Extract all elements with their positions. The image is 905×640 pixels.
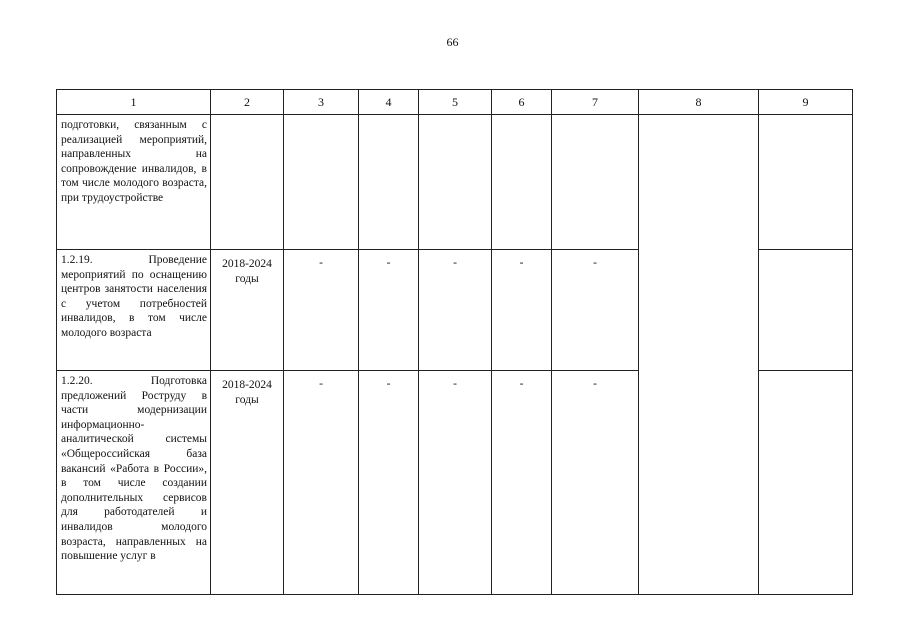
value-cell: - bbox=[284, 371, 359, 595]
column-header: 3 bbox=[284, 90, 359, 115]
page-number: 66 bbox=[446, 35, 459, 49]
value-cell: - bbox=[359, 371, 419, 595]
measure-description: подготовки, связанным с реализацией мероприятий, направленных на сопровождение инвалидов, в том числе молодого возраста, при трудоустройстве bbox=[57, 115, 211, 250]
column-header: 9 bbox=[759, 90, 853, 115]
value-cell bbox=[359, 115, 419, 250]
value-cell bbox=[419, 115, 492, 250]
merged-column-8-cell bbox=[639, 115, 759, 595]
column-header: 2 bbox=[211, 90, 284, 115]
value-cell: - bbox=[359, 250, 419, 371]
measure-description: 1.2.19. Проведение мероприятий по оснащению центров занятости населения с учетом потребностей инвалидов, в том числе молодого возраста bbox=[57, 250, 211, 371]
measure-period: 2018-2024 годы bbox=[211, 371, 284, 595]
value-cell bbox=[552, 115, 639, 250]
column-header: 7 bbox=[552, 90, 639, 115]
value-cell bbox=[492, 115, 552, 250]
table-row bbox=[57, 115, 853, 250]
column-header: 5 bbox=[419, 90, 492, 115]
table-header-row bbox=[57, 90, 853, 115]
value-cell: - bbox=[419, 250, 492, 371]
value-cell bbox=[284, 115, 359, 250]
column-header: 8 bbox=[639, 90, 759, 115]
value-cell: - bbox=[284, 250, 359, 371]
column-9-cell bbox=[759, 250, 853, 371]
measure-description: 1.2.20. Подготовка предложений Роструду в части модернизации информационно-аналитической системы «Общероссийская база вакансий «Работа в России», в том числе создании дополнительных сервисов для работодателей и инвалидов молодого возраста, направленных на повышение услуг в bbox=[57, 371, 211, 595]
column-9-cell bbox=[759, 115, 853, 250]
column-9-cell bbox=[759, 371, 853, 595]
measure-period: 2018-2024 годы bbox=[211, 250, 284, 371]
column-header: 6 bbox=[492, 90, 552, 115]
column-header: 4 bbox=[359, 90, 419, 115]
value-cell: - bbox=[552, 371, 639, 595]
value-cell: - bbox=[492, 250, 552, 371]
value-cell: - bbox=[552, 250, 639, 371]
measure-period bbox=[211, 115, 284, 250]
value-cell: - bbox=[492, 371, 552, 595]
document-table bbox=[56, 89, 853, 595]
value-cell: - bbox=[419, 371, 492, 595]
column-header: 1 bbox=[57, 90, 211, 115]
